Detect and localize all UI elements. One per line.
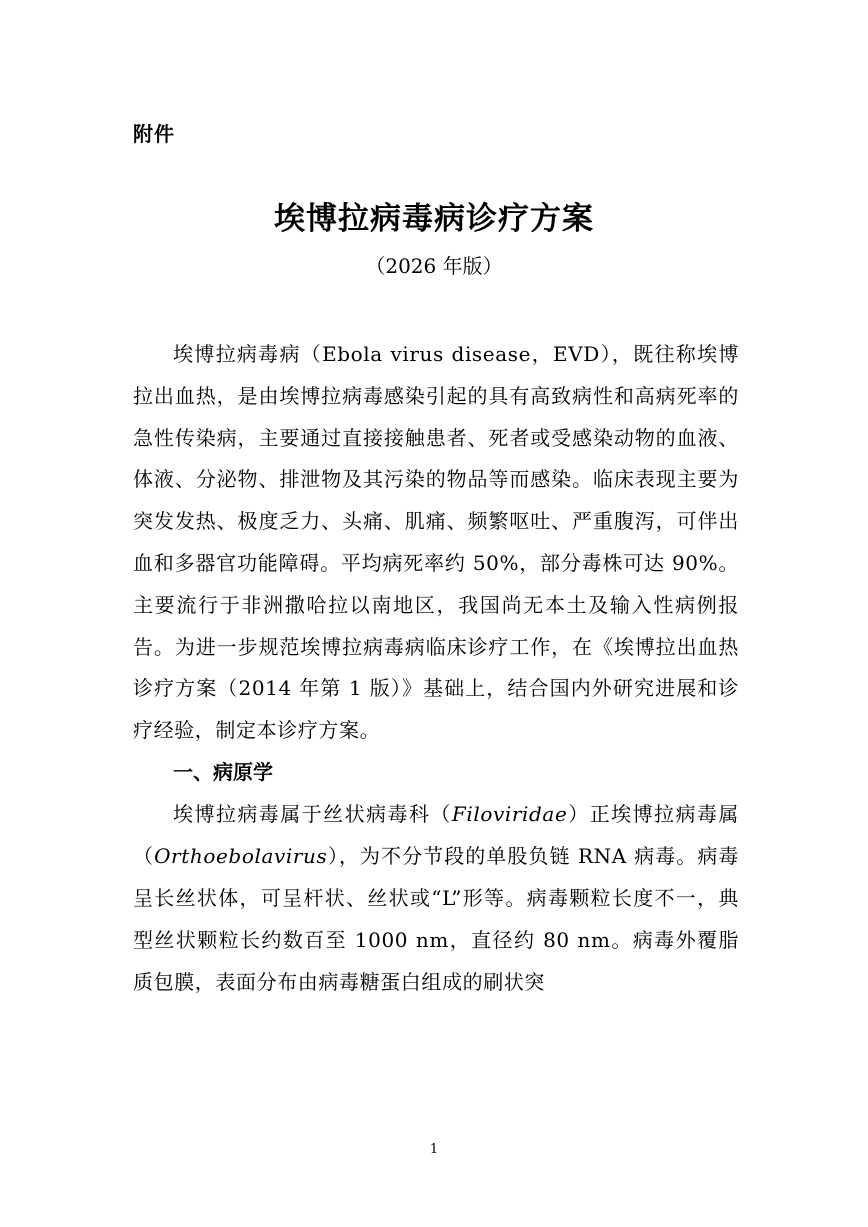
document-subtitle: （2026 年版） <box>365 254 503 278</box>
document-body <box>133 334 739 1003</box>
genus-latin-name: Orthoebolavirus <box>154 843 328 868</box>
section-heading-etiology: 一、病原学 <box>173 759 273 784</box>
attachment-label: 附件 <box>133 122 175 146</box>
document-title: 埃博拉病毒病诊疗方案 <box>274 201 594 237</box>
etiology-text-part3: ），为不分节段的单股负链 RNA 病毒。病毒呈长丝状体，可呈杆状、丝状或“L”形等。病毒颗粒长度不一，典型丝状颗粒长约数百至 1000 nm，直径约 80 nm。病毒外覆脂质包膜，表面分布由病毒糖蛋白组成的刷状突 <box>133 843 739 994</box>
page-number: 1 <box>429 1142 439 1157</box>
etiology-text-part1: 埃博拉病毒属于丝状病毒科（ <box>173 801 452 826</box>
intro-paragraph: 埃博拉病毒病（Ebola virus disease，EVD），既往称埃博拉出血热，是由埃博拉病毒感染引起的具有高致病性和高病死率的急性传染病，主要通过直接接触患者、死者或受感染动物的血液、体液、分泌物、排泄物及其污染的物品等而感染。临床表现主要为突发发热、极度乏力、头痛、肌痛、频繁呕吐、严重腹泻，可伴出血和多器官功能障碍。平均病死率约 50%，部分毒株可达 90%。主要流行于非洲撒哈拉以南地区，我国尚无本土及输入性病例报告。为进一步规范埃博拉病毒病临床诊疗工作，在《埃博拉出血热诊疗方案（2014 年第 1 版）》基础上，结合国内外研究进展和诊疗经验，制定本诊疗方案。 <box>133 342 739 743</box>
etiology-paragraph <box>133 793 739 1003</box>
family-latin-name: Filoviridae <box>451 801 568 826</box>
etiology-text-part2: ）正埃博拉病毒属（ <box>133 801 739 868</box>
